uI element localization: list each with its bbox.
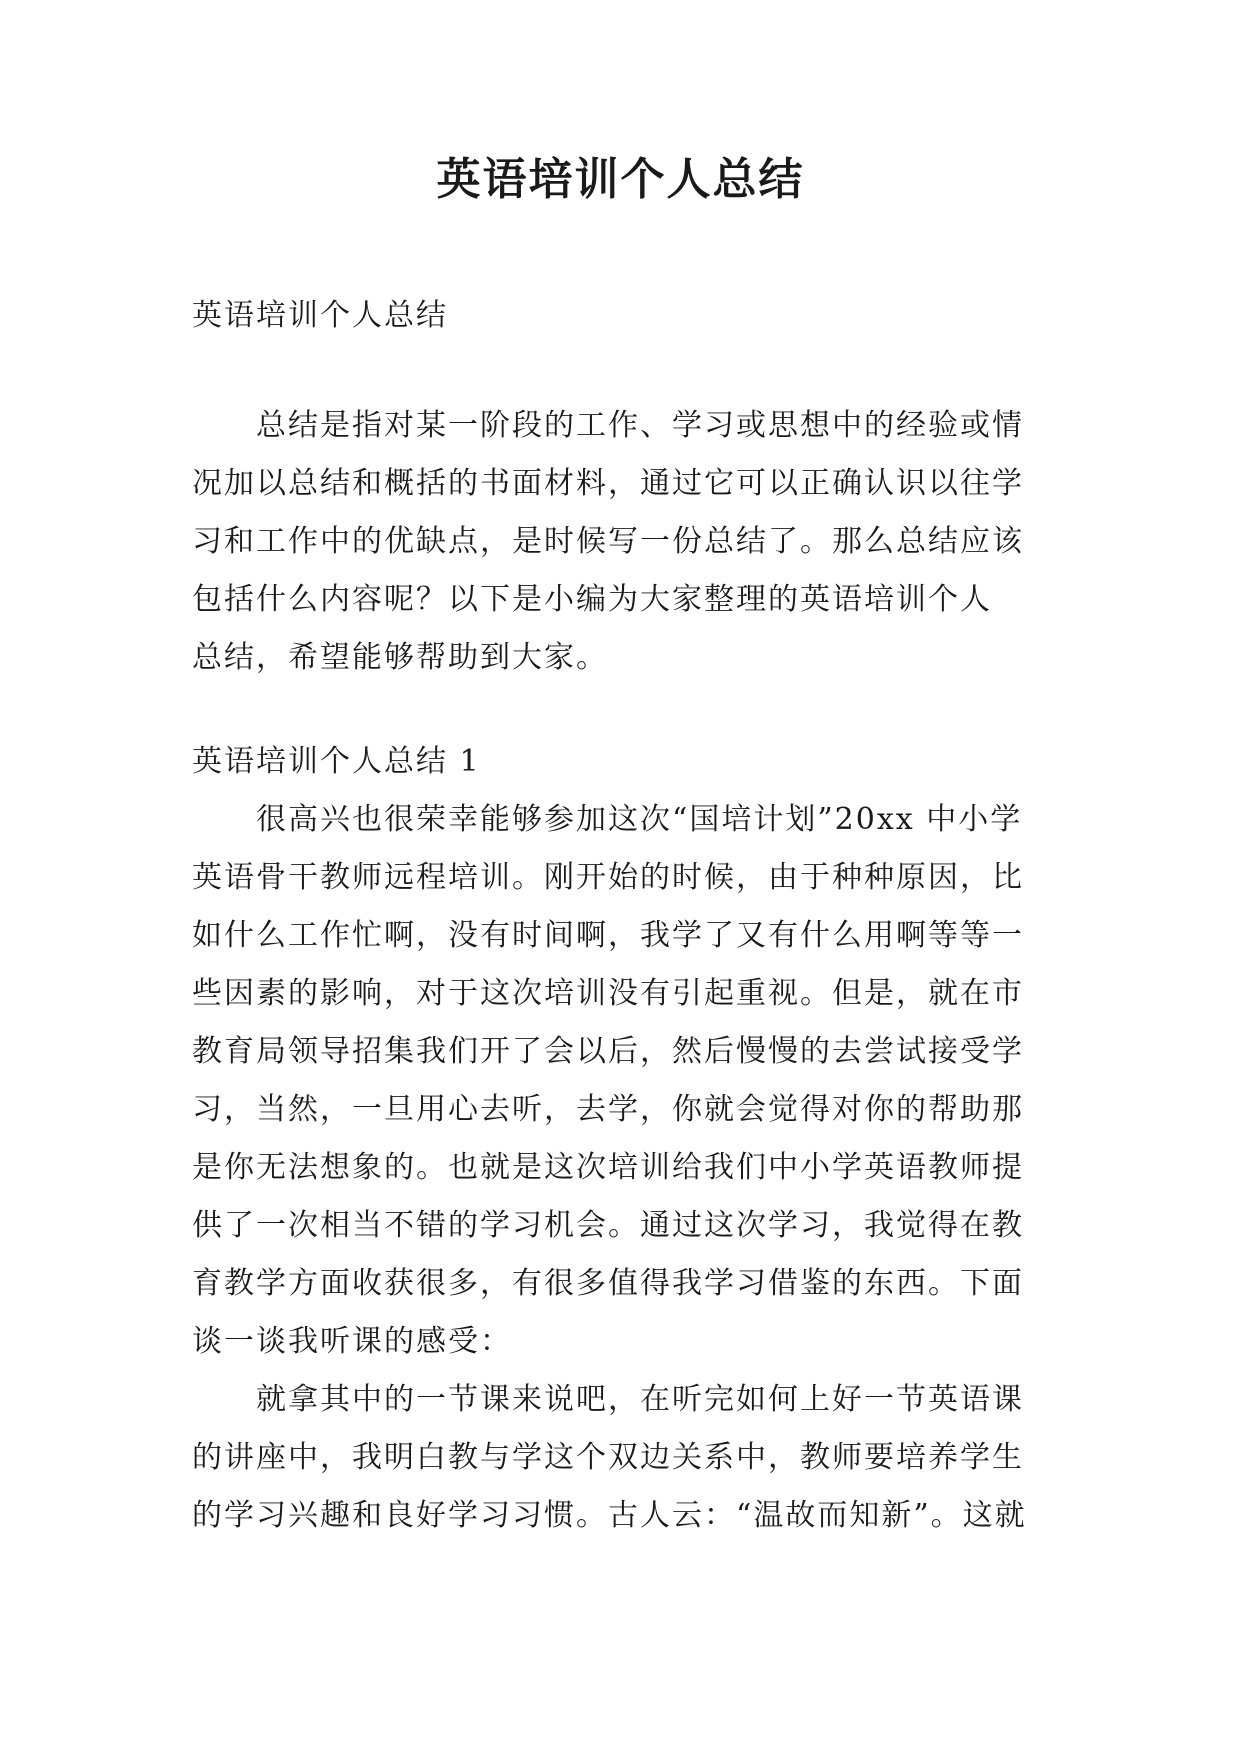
paragraph-line: 英语骨干教师远程培训。刚开始的时候，由于种种原因，比 (192, 860, 1024, 895)
paragraph-line: 习，当然，一旦用心去听，去学，你就会觉得对你的帮助那 (192, 1092, 1024, 1127)
paragraph-line: 教育局领导招集我们开了会以后，然后慢慢的去尝试接受学 (192, 1034, 1024, 1069)
paragraph-line: 总结，希望能够帮助到大家。 (192, 640, 608, 675)
spacer (192, 345, 1054, 397)
intro-paragraph (192, 397, 1054, 687)
paragraph-line: 是你无法想象的。也就是这次培训给我们中小学英语教师提 (192, 1150, 1024, 1185)
paragraph-line: 些因素的影响，对于这次培训没有引起重视。但是，就在市 (192, 976, 1024, 1011)
paragraph-line: 育教学方面收获很多，有很多值得我学习借鉴的东西。下面 (192, 1266, 1024, 1301)
paragraph-line: 的讲座中，我明白教与学这个双边关系中，教师要培养学生 (192, 1440, 1024, 1475)
document-body (192, 287, 1054, 1545)
spacer (192, 687, 1054, 733)
paragraph-line: 况加以总结和概括的书面材料，通过它可以正确认识以往学 (192, 466, 1024, 501)
paragraph-line: 的学习兴趣和良好学习习惯。古人云：“温故而知新”。这就 (192, 1498, 1027, 1533)
paragraph-line: 如什么工作忙啊，没有时间啊，我学了又有什么用啊等等一 (192, 918, 1024, 953)
paragraph-line: 习和工作中的优缺点，是时候写一份总结了。那么总结应该 (192, 524, 1024, 559)
section-heading: 英语培训个人总结 1 (192, 744, 481, 779)
section-paragraph-2 (192, 1371, 1054, 1545)
document-subtitle: 英语培训个人总结 (192, 298, 448, 333)
paragraph-line: 供了一次相当不错的学习机会。通过这次学习，我觉得在教 (192, 1208, 1024, 1243)
paragraph-line: 包括什么内容呢？以下是小编为大家整理的英语培训个人 (192, 582, 992, 617)
paragraph-line: 总结是指对某一阶段的工作、学习或思想中的经验或情 (256, 408, 1024, 443)
paragraph-line: 谈一谈我听课的感受： (192, 1324, 512, 1359)
paragraph-line: 就拿其中的一节课来说吧，在听完如何上好一节英语课 (256, 1382, 1024, 1417)
document-title: 英语培训个人总结 (436, 154, 805, 205)
section-paragraph-1 (192, 791, 1054, 1371)
paragraph-line: 很高兴也很荣幸能够参加这次“国培计划”20xx 中小学 (256, 802, 1023, 837)
